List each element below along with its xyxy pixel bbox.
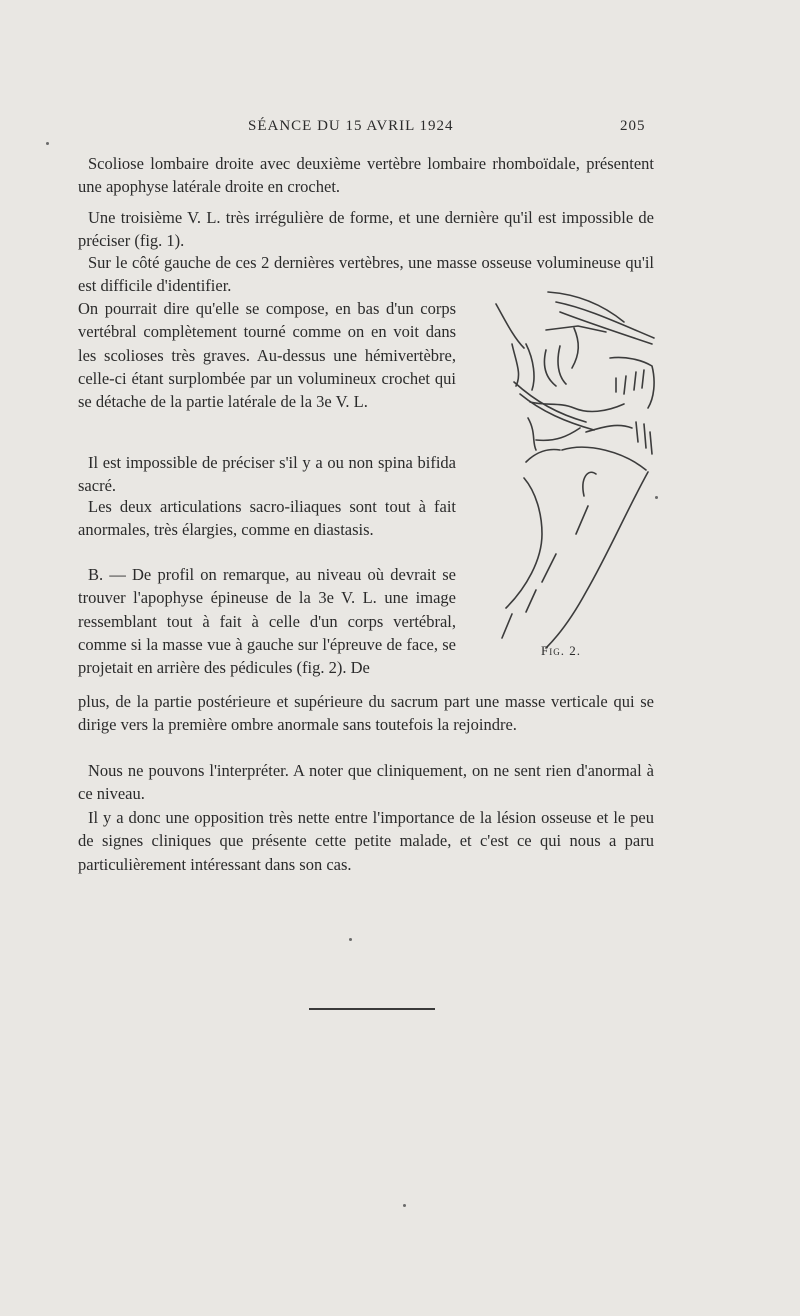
paragraph-5: Il est impossible de préciser s'il y a ou non spina bifida sacré. [78, 453, 456, 496]
paragraph-7: B. — De profil on remarque, au niveau où devrait se trouver l'apophyse épineuse de la 3e V. L. une image ressemblant tout à fait à celle d'un corps vertébral, comme si la masse vue à gauche sur l'épreuve de face, se projetait en arrière des pédicules (fig. 2). De [78, 565, 456, 678]
paragraph-7-continued: plus, de la partie postérieure et supérieure du sacrum part une masse verticale qui se dirige vers la première ombre anormale sans toutefois la rejoindre. [78, 692, 654, 735]
paper-speck [403, 1204, 406, 1207]
spine-xray-sketch-icon [476, 282, 662, 660]
paragraph-6: Les deux articulations sacro-iliaques sont tout à fait anormales, très élargies, comme en diastasis. [78, 497, 456, 540]
paper-speck [655, 496, 658, 499]
page-number: 205 [620, 118, 646, 134]
header-title: SÉANCE DU 15 AVRIL 1924 [248, 118, 454, 134]
paragraph-9: Il y a donc une opposition très nette entre l'importance de la lésion osseuse et le peu de signes cliniques que présente cette petite malade, et c'est ce qui nous a paru particulièrement intéressant dans son cas. [78, 808, 654, 874]
paper-speck [46, 142, 49, 145]
section-divider [309, 1008, 435, 1010]
paragraph-1: Scoliose lombaire droite avec deuxième vertèbre lombaire rhomboïdale, présentent une apophyse latérale droite en crochet. [78, 154, 654, 197]
figure-caption: Fig. 2. [541, 643, 581, 658]
paragraph-2: Une troisième V. L. très irrégulière de forme, et une dernière qu'il est impossible de préciser (fig. 1). [78, 208, 654, 251]
running-header [0, 118, 800, 144]
paragraph-4: On pourrait dire qu'elle se compose, en bas d'un corps vertébral complètement tourné comme on en voit dans les scolioses très graves. Au-dessus une hémivertèbre, celle-ci étant surplombée par un volumineux crochet qui se détache de la partie latérale de la 3e V. L. [78, 299, 456, 412]
paragraph-8: Nous ne pouvons l'interpréter. A noter que cliniquement, on ne sent rien d'anormal à ce niveau. [78, 761, 654, 804]
paragraph-3: Sur le côté gauche de ces 2 dernières vertèbres, une masse osseuse volumineuse qu'il est difficile d'identifier. [78, 253, 654, 296]
paper-speck [349, 938, 352, 941]
